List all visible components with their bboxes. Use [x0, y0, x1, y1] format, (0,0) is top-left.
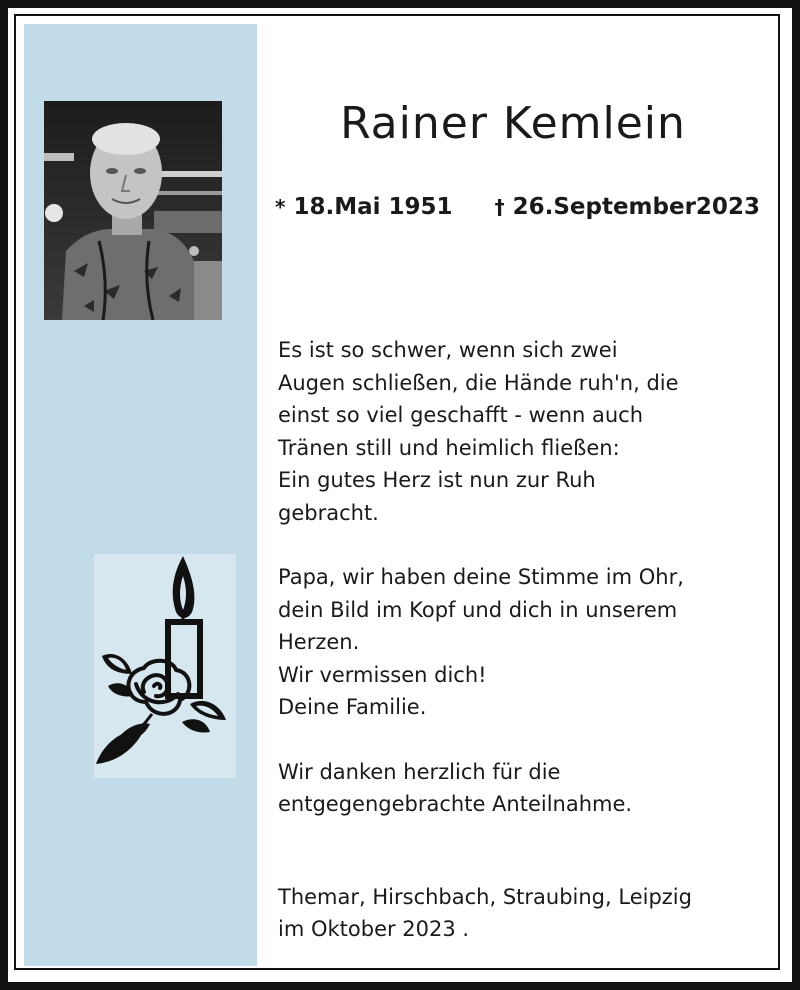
- portrait-photo: [44, 101, 222, 320]
- life-dates: [275, 194, 760, 220]
- verse-line: Ein gutes Herz ist nun zur Ruh: [278, 468, 596, 492]
- verse-line: einst so viel geschafft - wenn auch: [278, 403, 644, 427]
- death-date: 26.September2023: [512, 194, 760, 220]
- place-line: im Oktober 2023 .: [278, 917, 470, 941]
- portrait-photo-image: [44, 101, 222, 320]
- verse-line: Augen schließen, die Hände ruh'n, die: [278, 370, 679, 395]
- place-date-paragraph: [278, 881, 778, 946]
- thanks-line: entgegengebrachte Anteilnahme.: [278, 792, 633, 816]
- message-line: Papa, wir haben deine Stimme im Ohr,: [278, 565, 684, 589]
- verse-line: gebracht.: [278, 500, 379, 525]
- obituary-text: [278, 334, 778, 946]
- message-line: Deine Familie.: [278, 695, 427, 719]
- message-line: Wir vermissen dich!: [278, 662, 487, 687]
- candle-rose-icon: [94, 554, 236, 778]
- verse-line: Tränen still und heimlich fließen:: [278, 435, 620, 460]
- message-line: Herzen.: [278, 630, 360, 654]
- thanks-line: Wir danken herzlich für die: [278, 759, 561, 784]
- death-symbol: †: [494, 195, 505, 219]
- verse-line: Es ist so schwer, wenn sich zwei: [278, 338, 618, 362]
- verse-paragraph: [278, 334, 778, 529]
- birth-date: 18.Mai 1951: [293, 194, 453, 220]
- candle-ornament-panel: [94, 554, 236, 778]
- thanks-paragraph: [278, 756, 778, 821]
- birth-symbol: *: [275, 195, 286, 219]
- message-paragraph: [278, 561, 778, 724]
- message-line: dein Bild im Kopf und dich in unserem: [278, 597, 678, 622]
- deceased-name: Rainer Kemlein: [340, 98, 686, 149]
- place-line: Themar, Hirschbach, Straubing, Leipzig: [278, 884, 692, 909]
